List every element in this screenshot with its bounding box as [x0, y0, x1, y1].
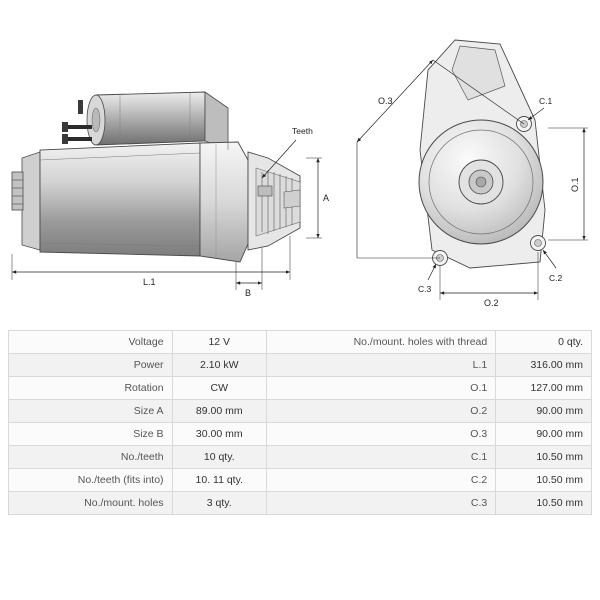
pinion-nose: [248, 152, 300, 250]
dim-o2-label: O.2: [484, 298, 499, 308]
table-row: [9, 446, 592, 469]
table-row: [9, 354, 592, 377]
spec-label: Voltage: [9, 331, 173, 354]
dimension-o1: [548, 128, 588, 240]
teeth-label: Teeth: [292, 126, 313, 136]
spec-label: Size B: [9, 423, 173, 446]
spec-label: C.2: [266, 469, 495, 492]
spec-label: C.1: [266, 446, 495, 469]
spec-label: O.1: [266, 377, 495, 400]
table-row: [9, 492, 592, 515]
spec-label: Size A: [9, 400, 173, 423]
spec-value: CW: [172, 377, 266, 400]
hole-c2-label: C.2: [549, 273, 563, 283]
spec-value: 30.00 mm: [172, 423, 266, 446]
hole-c1-label: C.1: [539, 96, 553, 106]
table-row: [9, 331, 592, 354]
dim-a-label: A: [323, 193, 330, 203]
spec-value: 10.50 mm: [496, 469, 592, 492]
spec-value: 90.00 mm: [496, 423, 592, 446]
spec-label: O.2: [266, 400, 495, 423]
spec-label: No./mount. holes with thread: [266, 331, 495, 354]
specification-table: [8, 330, 592, 515]
spec-label: O.3: [266, 423, 495, 446]
spec-value: 127.00 mm: [496, 377, 592, 400]
spec-value: 10.50 mm: [496, 446, 592, 469]
front-view: [357, 40, 588, 308]
spec-value: 90.00 mm: [496, 400, 592, 423]
dim-o1-label: O.1: [570, 177, 580, 192]
spec-value: 2.10 kW: [172, 354, 266, 377]
spec-label: Rotation: [9, 377, 173, 400]
spec-label: No./teeth: [9, 446, 173, 469]
spec-value: 10.50 mm: [496, 492, 592, 515]
table-row: [9, 469, 592, 492]
spec-value: 10 qty.: [172, 446, 266, 469]
dim-o3-label: O.3: [378, 96, 393, 106]
spec-value: 316.00 mm: [496, 354, 592, 377]
spec-table-body: [9, 331, 592, 515]
motor-body: [40, 143, 200, 256]
spec-value: 0 qty.: [496, 331, 592, 354]
spec-value: 12 V: [172, 331, 266, 354]
spec-label: No./teeth (fits into): [9, 469, 173, 492]
table-row: [9, 377, 592, 400]
table-row: [9, 400, 592, 423]
spec-value: 3 qty.: [172, 492, 266, 515]
spec-label: C.3: [266, 492, 495, 515]
housing-circle: [419, 120, 543, 244]
dimension-a: [306, 158, 329, 238]
spec-value: 89.00 mm: [172, 400, 266, 423]
spec-value: 10. 11 qty.: [172, 469, 266, 492]
spec-label: Power: [9, 354, 173, 377]
rear-end-cap: [12, 152, 40, 250]
dim-b-label: B: [245, 288, 252, 298]
side-view: [12, 92, 329, 298]
solenoid: [87, 92, 228, 150]
dim-l1-label: L.1: [143, 277, 156, 287]
table-row: [9, 423, 592, 446]
hole-c3-label: C.3: [418, 284, 432, 294]
spec-label: L.1: [266, 354, 495, 377]
spec-label: No./mount. holes: [9, 492, 173, 515]
